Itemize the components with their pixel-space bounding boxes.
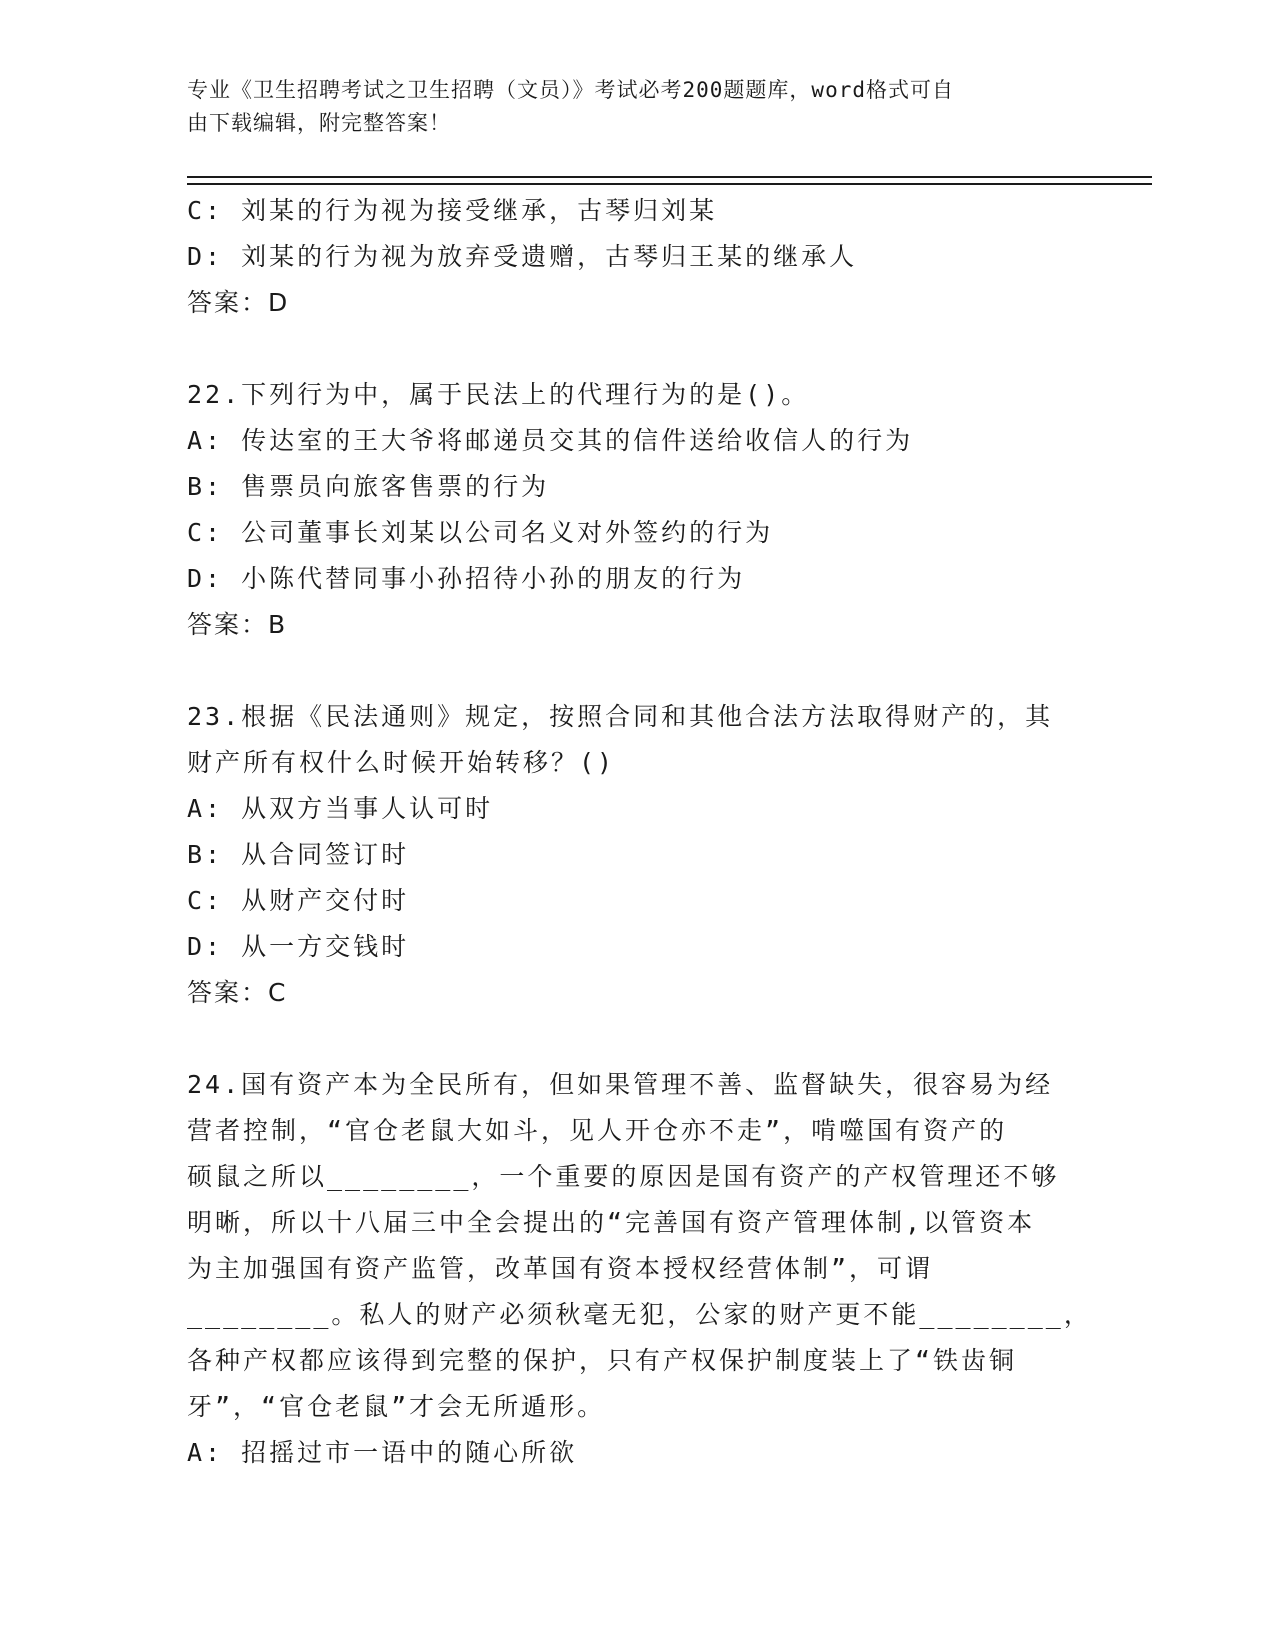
q22-option-a: A: 传达室的王大爷将邮递员交其的信件送给收信人的行为 [187, 426, 914, 455]
question-22-block [187, 372, 1087, 648]
q24-question-line: 牙”，“官仓老鼠”才会无所遁形。 [187, 1392, 606, 1421]
q21-option-d: D: 刘某的行为视为放弃受遗赠，古琴归王某的继承人 [187, 242, 858, 271]
q24-question-line: 24.国有资产本为全民所有，但如果管理不善、监督缺失，很容易为经 [187, 1070, 1054, 1099]
q24-option-a: A: 招摇过市一语中的随心所欲 [187, 1438, 578, 1467]
document-header [187, 74, 1067, 140]
q23-answer: 答案：C [187, 978, 288, 1007]
q23-option-b: B: 从合同签订时 [187, 840, 410, 869]
header-divider-top [187, 176, 1152, 178]
q22-question: 22.下列行为中，属于民法上的代理行为的是()。 [187, 380, 810, 409]
spacer [187, 1016, 1087, 1062]
question-21-block [187, 188, 1087, 326]
header-line-2: 由下载编辑，附完整答案！ [187, 111, 451, 135]
q24-question-line: 为主加强国有资产监管，改革国有资本授权经营体制”，可谓 [187, 1254, 934, 1283]
q23-option-c: C: 从财产交付时 [187, 886, 410, 915]
question-23-block [187, 694, 1087, 1016]
q24-question-line: 硕鼠之所以________，一个重要的原因是国有资产的产权管理还不够 [187, 1162, 1060, 1191]
q24-question-line: 各种产权都应该得到完整的保护，只有产权保护制度装上了“铁齿铜 [187, 1346, 1018, 1375]
header-divider-bottom [187, 183, 1152, 185]
q23-option-d: D: 从一方交钱时 [187, 932, 410, 961]
q22-option-c: C: 公司董事长刘某以公司名义对外签约的行为 [187, 518, 774, 547]
q24-question-line: 明晰，所以十八届三中全会提出的“完善国有资产管理体制,以管资本 [187, 1208, 1036, 1237]
q21-answer: 答案：D [187, 288, 290, 317]
q22-option-d: D: 小陈代替同事小孙招待小孙的朋友的行为 [187, 564, 746, 593]
document-body [187, 188, 1092, 1476]
spacer [187, 648, 1087, 694]
q23-option-a: A: 从双方当事人认可时 [187, 794, 494, 823]
header-line-1: 专业《卫生招聘考试之卫生招聘（文员）》考试必考200题题库，word格式可自 [187, 78, 954, 102]
spacer [187, 326, 1087, 372]
q22-answer: 答案：B [187, 610, 288, 639]
q24-question-line: ________。私人的财产必须秋毫无犯，公家的财产更不能________， [187, 1300, 1092, 1329]
q23-question-line-1: 23.根据《民法通则》规定，按照合同和其他合法方法取得财产的，其 [187, 702, 1054, 731]
question-24-block [187, 1062, 1092, 1476]
q24-question-line: 营者控制，“官仓老鼠大如斗，见人开仓亦不走”，啃噬国有资产的 [187, 1116, 1008, 1145]
q22-option-b: B: 售票员向旅客售票的行为 [187, 472, 550, 501]
q23-question-line-2: 财产所有权什么时候开始转移？() [187, 748, 616, 777]
q21-option-c: C: 刘某的行为视为接受继承，古琴归刘某 [187, 196, 718, 225]
